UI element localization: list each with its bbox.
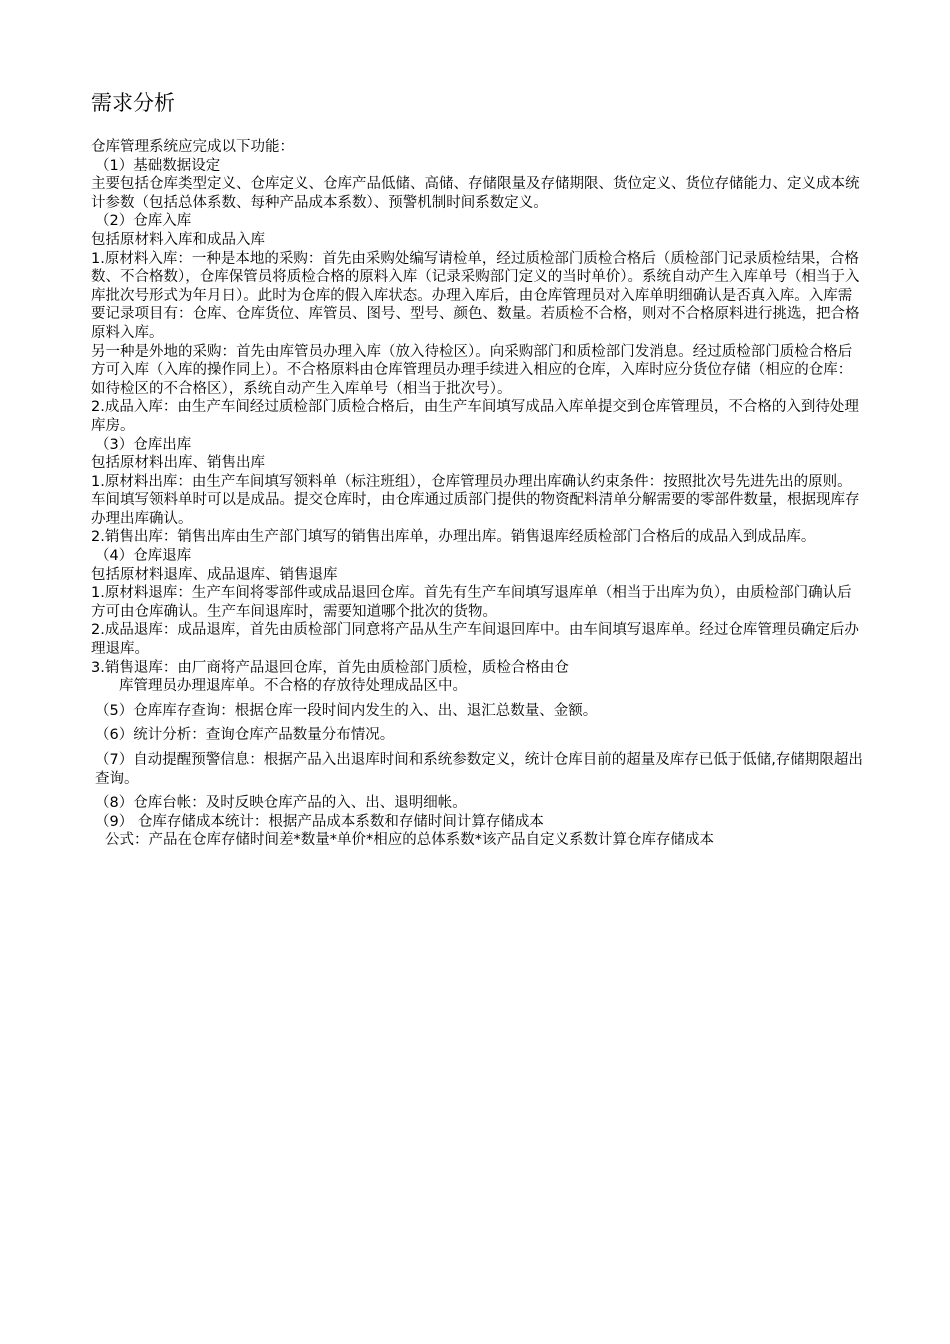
- section-1-body: 主要包括仓库类型定义、仓库定义、仓库产品低储、高储、存储限量及存储期限、货位定义、货位存储能力、定义成本统计参数（包括总体系数、每种产品成本系数）、预警机制时间系数定义。: [91, 176, 860, 211]
- page-title: 需求分析: [91, 91, 175, 115]
- section-4-paragraph-3-continued: 库管理员办理退库单。不合格的存放待处理成品区中。: [119, 678, 467, 695]
- section-8: （8）仓库台帐：及时反映仓库产品的入、出、退明细帐。: [95, 795, 467, 812]
- section-1-heading: （1）基础数据设定: [95, 157, 221, 174]
- section-9: （9） 仓库存储成本统计：根据产品成本系数和存储时间计算存储成本: [95, 813, 544, 830]
- section-2-paragraph-1: 1.原材料入库：一种是本地的采购：首先由采购处编写请检单，经过质检部门质检合格后（质检部门记录质检结果，合格数、不合格数），仓库保管员将质检合格的原料入库（记录采购部门定义的当时单价）。系统自动产生入库单号（相当于入库批次号形式为年月日）。此时为仓库的假入库状态。办理入库后，由仓库管理员对入库单明细确认是否真入库。入库需要记录项目有：仓库、仓库货位、库管员、图号、型号、颜色、数量。若质检不合格，则对不合格原料进行挑选，把合格原料入库。: [91, 250, 860, 341]
- section-3-paragraph-1: 1.原材料出库：由生产车间填写领料单（标注班组），仓库管理员办理出库确认约束条件：按照批次号先进先出的原则。车间填写领料单时可以是成品。提交仓库时，由仓库通过质部门提供的物资配料清单分解需要的零部件数量，根据现库存办理出库确认。: [91, 473, 860, 527]
- section-4-paragraph-1: 1.原材料退库：生产车间将零部件或成品退回仓库。首先有生产车间填写退库单（相当于出库为负），由质检部门确认后方可由仓库确认。生产车间退库时，需要知道哪个批次的货物。: [91, 585, 852, 620]
- section-2-subtitle: 包括原材料入库和成品入库: [91, 231, 265, 248]
- section-3-heading: （3）仓库出库: [95, 436, 192, 453]
- section-3-paragraph-2: 2.销售出库：销售出库由生产部门填写的销售出库单，办理出库。销售退库经质检部门合格后的成品入到成品库。: [91, 529, 816, 546]
- section-2-heading: （2）仓库入库: [95, 213, 192, 230]
- section-4-paragraph-2: 2.成品退库：成品退库，首先由质检部门同意将产品从生产车间退回库中。由车间填写退库单。经过仓库管理员确定后办理退库。: [91, 622, 859, 658]
- section-6: （6）统计分析：查询仓库产品数量分布情况。: [95, 727, 395, 744]
- section-4-subtitle: 包括原材料退库、成品退库、销售退库: [91, 566, 338, 583]
- section-2-paragraph-3: 2.成品入库：由生产车间经过质检部门质检合格后，由生产车间填写成品入库单提交到仓库管理员，不合格的入到待处理库房。: [91, 399, 859, 434]
- section-7: （7）自动提醒预警信息：根据产品入出退库时间和系统参数定义，统计仓库目前的超量及库存已低于低储,存储期限超出查询。: [95, 752, 863, 787]
- intro-text: 仓库管理系统应完成以下功能：: [91, 139, 294, 155]
- section-2-paragraph-2: 另一种是外地的采购：首先由库管员办理入库（放入待检区）。向采购部门和质检部门发消息。经过质检部门质检合格后方可入库（入库的操作同上）。不合格原料由仓库管理员办理手续进入相应的仓库，入库时应分货位存储（相应的仓库：如待检区的不合格区），系统自动产生入库单号（相当于批次号）。: [91, 343, 853, 397]
- section-5: （5）仓库库存查询：根据仓库一段时间内发生的入、出、退汇总数量、金额。: [95, 702, 598, 719]
- section-4-paragraph-3: 3.销售退库：由厂商将产品退回仓库，首先由质检部门质检，质检合格由仓: [91, 659, 569, 676]
- formula-text: 公式：产品在仓库存储时间差*数量*单价*相应的总体系数*该产品自定义系数计算仓库存储成本: [105, 832, 714, 849]
- section-4-heading: （4）仓库退库: [95, 548, 192, 565]
- section-3-subtitle: 包括原材料出库、销售出库: [91, 455, 265, 472]
- document-page: [91, 88, 866, 850]
